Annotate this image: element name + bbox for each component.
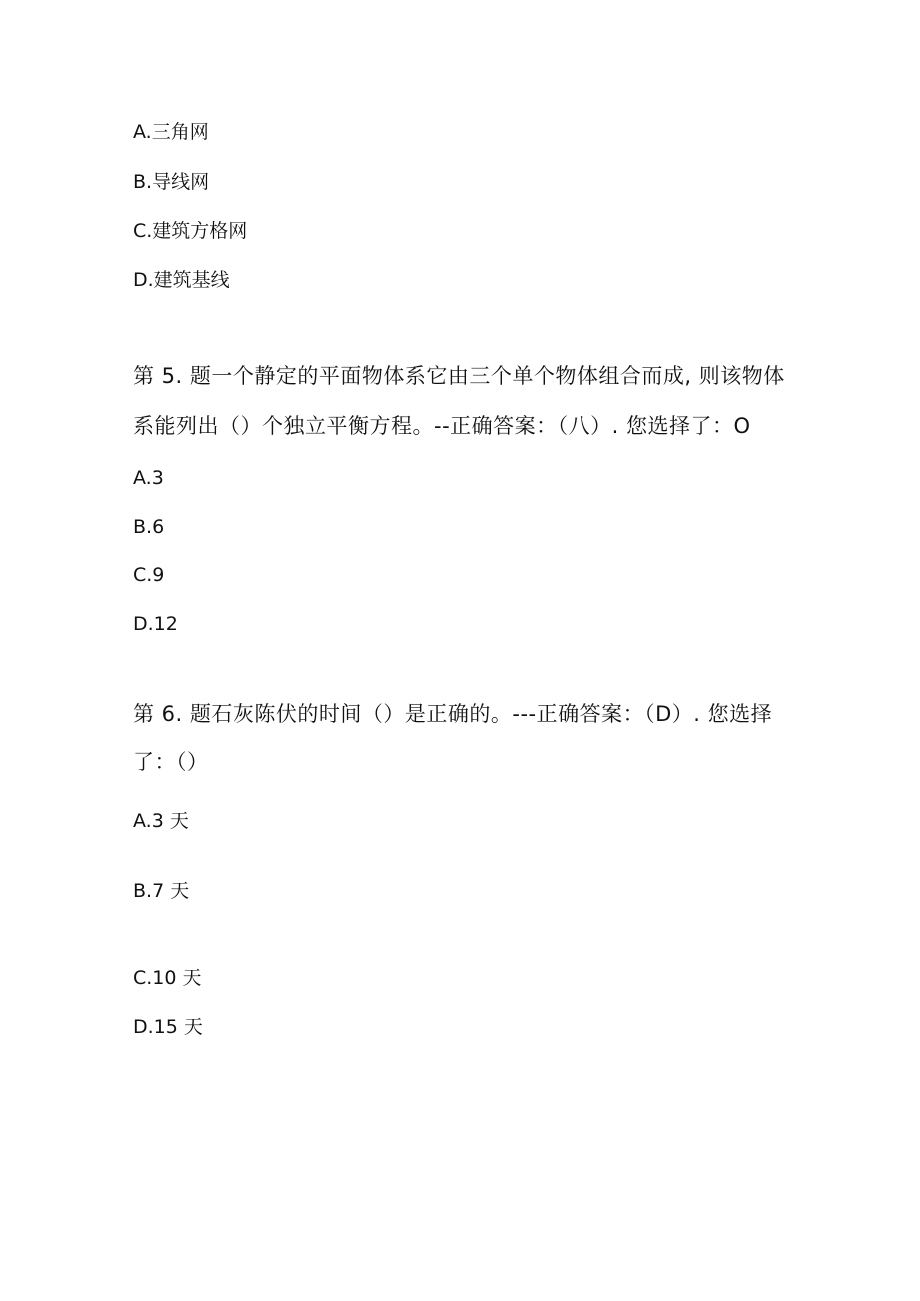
question-6-text-line-2: 了：（） (133, 750, 209, 774)
question-6-option-a: A.3 天 (133, 810, 189, 832)
question-5-text-line-1: 第 5. 题一个静定的平面物体系它由三个单个物体组合而成, 则该物体 (133, 364, 785, 388)
question-5-text-line-2: 系能列出（）个独立平衡方程。--正确答案：（八）. 您选择了：O (133, 414, 751, 438)
question-5-option-c: C.9 (133, 564, 165, 586)
question-6-option-d: D.15 天 (133, 1016, 203, 1038)
question-5-option-a: A.3 (133, 467, 164, 489)
question-6-option-c: C.10 天 (133, 967, 202, 989)
option-a: A.三角网 (133, 121, 209, 143)
option-d: D.建筑基线 (133, 269, 230, 291)
question-5-option-d: D.12 (133, 613, 178, 635)
question-6-text-line-1: 第 6. 题石灰陈伏的时间（）是正确的。---正确答案：（D）. 您选择 (133, 702, 773, 726)
option-c: C.建筑方格网 (133, 220, 248, 242)
option-b: B.导线网 (133, 171, 210, 193)
question-6-option-b: B.7 天 (133, 880, 190, 902)
question-5-option-b: B.6 (133, 516, 165, 538)
